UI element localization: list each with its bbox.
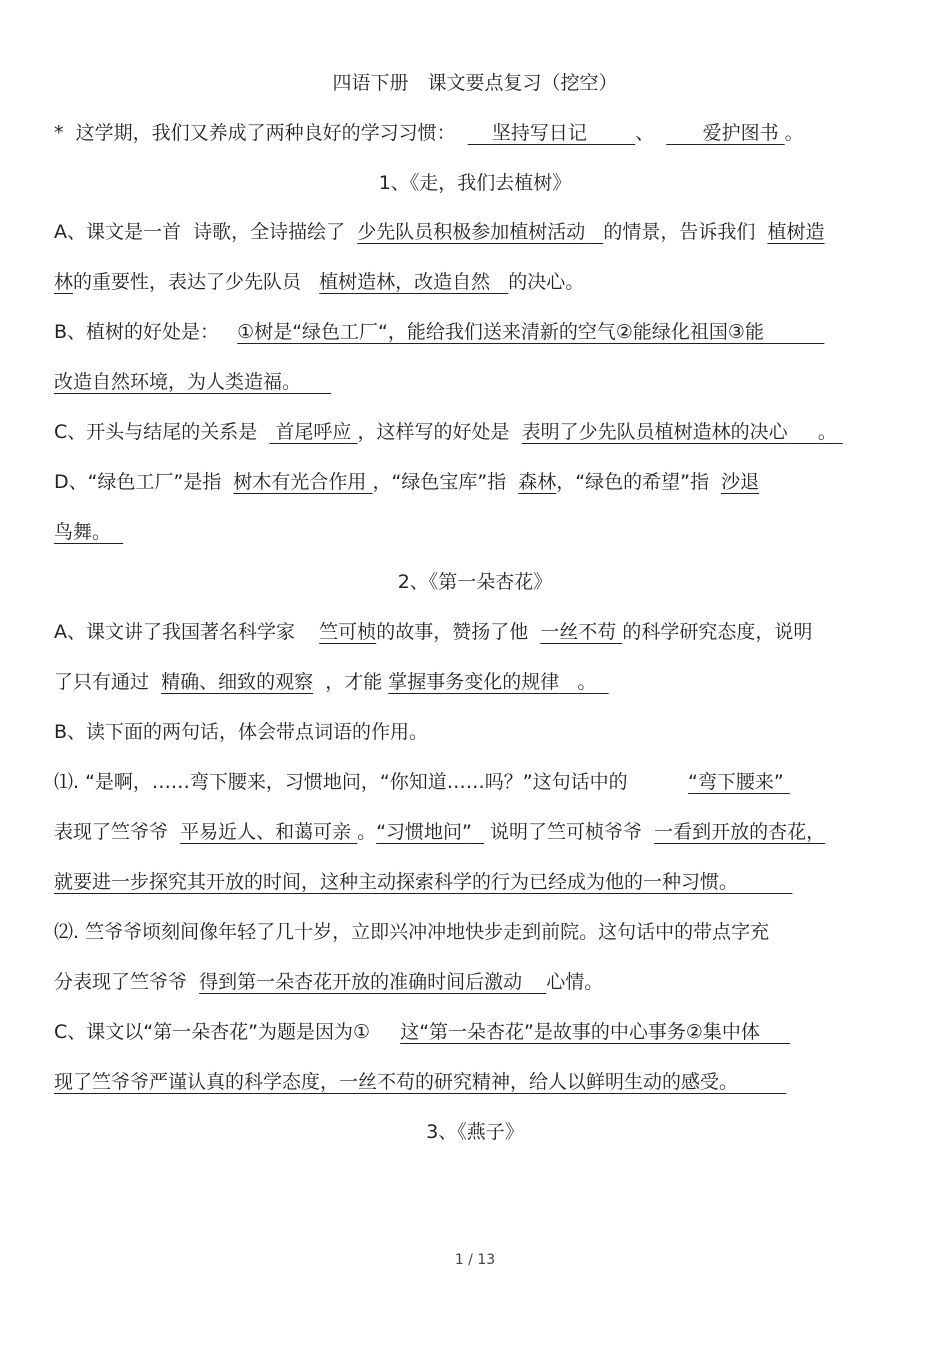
lesson2-q1-line2: 表现了竺爷爷 平易近人、和蔼可亲 。“习惯地问” 说明了竺可桢爷爷 一看到开放的杏花， xyxy=(54,821,826,843)
intro-habit1: 坚持写日记 xyxy=(491,122,587,144)
lesson1-a-blank2-cont: 林 xyxy=(54,271,74,293)
lesson2-q1-blank4-cont: 就要进一步探究其开放的时间，这种主动探索科学的行为已经成为他的一种习惯。 xyxy=(54,871,739,893)
lesson2-a-line1: A、课文讲了我国著名科学家 竺可桢的故事，赞扬了他 一丝不苟 的科学研究态度，说明 xyxy=(54,621,813,643)
page-number: 1 / 13 xyxy=(454,1252,496,1268)
lesson1-a-line2: 林的重要性，表达了少先队员 植树造林，改造自然 的决心。 xyxy=(54,271,585,293)
lesson2-q1-blank1: “弯下腰来” xyxy=(688,771,784,793)
lesson2-q1-line3 xyxy=(54,869,892,895)
lesson1-b-line2 xyxy=(54,369,892,395)
lesson1-d-blank3-cont: 鸟舞。 xyxy=(54,521,112,543)
lesson2-a-blank3: 精确、细致的观察 xyxy=(161,671,314,693)
lesson1-a-blank3: 植树造林，改造自然 xyxy=(319,271,491,293)
intro-line xyxy=(54,120,892,146)
intro-star: * xyxy=(54,122,64,144)
lesson2-q1-blank2: 平易近人、和蔼可亲 xyxy=(180,821,352,843)
lesson2-b-line: B、读下面的两句话，体会带点词语的作用。 xyxy=(54,721,429,743)
lesson2-q1-blank4: 一看到开放的杏花， xyxy=(654,821,826,843)
lesson1-c-line: C、开头与结尾的关系是 首尾呼应 ，这样写的好处是 表明了少先队员植树造林的决心 。 xyxy=(54,419,892,445)
lesson2-q2-line2: 分表现了竺爷爷 得到第一朵杏花开放的准确时间后激动 心情。 xyxy=(54,971,604,993)
lesson1-a-blank2: 植树造 xyxy=(767,221,825,243)
lesson2-q1-blank3: “习惯地问” xyxy=(376,821,472,843)
lesson2-a-blank4: 掌握事务变化的规律 。 xyxy=(388,671,597,693)
page-title: 四语下册 课文要点复习（挖空） xyxy=(332,72,618,94)
lesson2-a-line2: 了只有通过 精确、细致的观察 ，才能 掌握事务变化的规律 。 xyxy=(54,669,892,695)
lesson1-b-blank-cont: 改造自然环境，为人类造福。 xyxy=(54,371,302,393)
lesson2-a-blank1: 竺可桢 xyxy=(319,621,377,643)
lesson2-q1-line1: ⑴. “是啊，……弯下腰来，习惯地问，“你知道……吗？”这句话中的 “弯下腰来” xyxy=(54,769,892,795)
intro-end: 。 xyxy=(784,122,804,144)
lesson1-b-blank: ①树是“绿色工厂“，能给我们送来清新的空气②能绿化祖国③能 xyxy=(237,321,764,343)
lesson1-d-blank2: 森林 xyxy=(518,471,557,493)
lesson1-b-line1: B、植树的好处是： ①树是“绿色工厂“，能给我们送来清新的空气②能绿化祖国③能 xyxy=(54,321,764,343)
lesson2-q2-blank: 得到第一朵杏花开放的准确时间后激动 xyxy=(199,971,523,993)
lesson1-heading: 1、《走，我们去植树》 xyxy=(378,172,572,194)
intro-sep: 、 xyxy=(635,122,655,144)
lesson1-d-line1: D、“绿色工厂”是指 树木有光合作用 ，“绿色宝库”指 森林，“绿色的希望”指 沙退 xyxy=(54,471,760,493)
lesson2-heading: 2、《第一朵杏花》 xyxy=(397,571,553,593)
lesson2-c-line1: C、课文以“第一朵杏花”为题是因为① 这“第一朵杏花”是故事的中心事务②集中体 xyxy=(54,1019,892,1045)
lesson2-c-blank-cont: 现了竺爷爷严谨认真的科学态度，一丝不苟的研究精神，给人以鲜明生动的感受。 xyxy=(54,1071,739,1093)
lesson1-d-blank1: 树木有光合作用 xyxy=(233,471,367,493)
lesson2-c-line2 xyxy=(54,1069,892,1095)
lesson1-c-blank1: 首尾呼应 xyxy=(275,421,352,443)
intro-habit2: 爱护图书 xyxy=(702,122,779,144)
lesson1-a-line1: A、课文是一首 诗歌，全诗描绘了 少先队员积极参加植树活动 的情景，告诉我们 植树造 xyxy=(54,221,825,243)
lesson2-c-blank: 这“第一朵杏花”是故事的中心事务②集中体 xyxy=(400,1021,760,1043)
lesson1-d-blank3: 沙退 xyxy=(721,471,760,493)
lesson2-a-blank2: 一丝不苟 xyxy=(540,621,617,643)
intro-text: 这学期，我们又养成了两种良好的学习习惯： xyxy=(75,122,456,144)
lesson1-c-blank2: 表明了少先队员植树造林的决心 。 xyxy=(521,421,837,443)
lesson1-d-line2 xyxy=(54,519,892,545)
lesson3-heading: 3、《燕子》 xyxy=(426,1121,524,1143)
lesson2-q2-line1: ⑵. 竺爷爷顷刻间像年轻了几十岁，立即兴冲冲地快步走到前院。这句话中的带点字充 xyxy=(54,921,770,943)
lesson1-a-blank1: 少先队员积极参加植树活动 xyxy=(357,221,586,243)
